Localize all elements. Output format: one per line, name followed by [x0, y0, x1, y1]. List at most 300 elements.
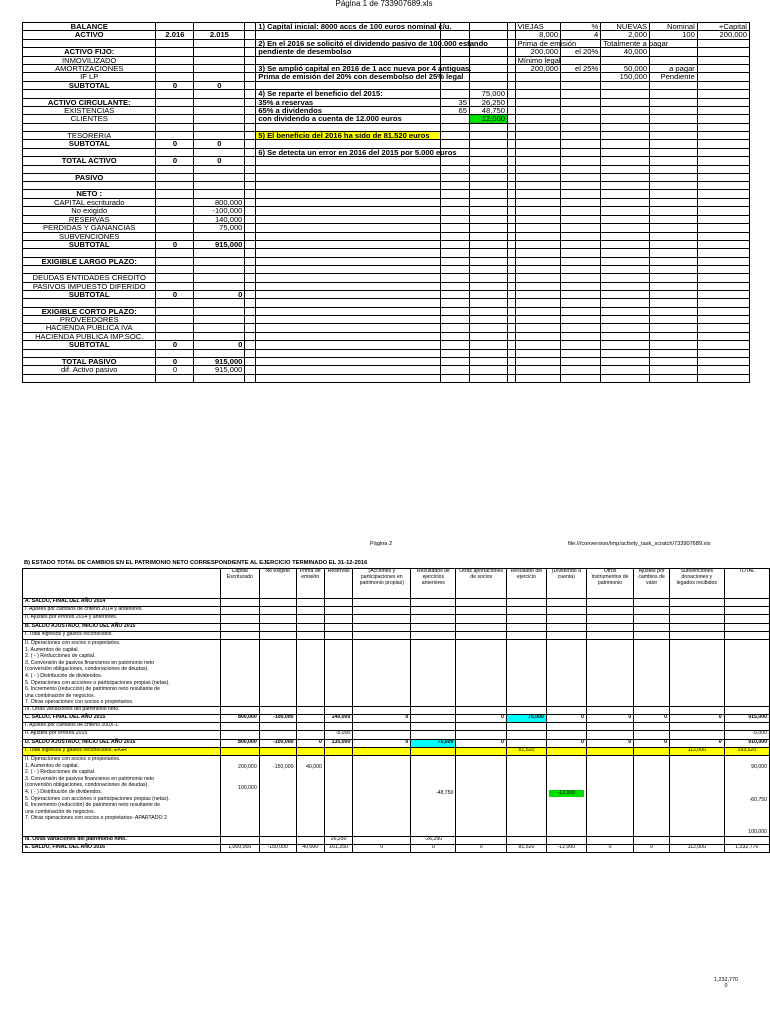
cell [156, 173, 194, 181]
value-cell [586, 756, 633, 837]
cell [697, 307, 749, 315]
balance-row [23, 374, 750, 382]
cell [561, 357, 601, 365]
cell [440, 157, 469, 165]
cell [245, 290, 256, 298]
cell [470, 374, 508, 382]
cell [515, 274, 561, 282]
row-label: PASIVOS IMPUESTO DIFERIDO [23, 282, 156, 290]
value-cell [411, 731, 456, 739]
note-text [256, 274, 440, 282]
row-label-line: 7. Otras operaciones con socios o propietarios. [25, 699, 134, 706]
value-cell [220, 723, 259, 731]
spacer-cell [507, 115, 515, 123]
cell [515, 357, 561, 365]
note-text [256, 257, 440, 265]
cell [697, 81, 749, 89]
statement-row [23, 623, 770, 631]
value-cell [724, 599, 769, 607]
cell [697, 207, 749, 215]
cell [697, 198, 749, 206]
cell: 0 [156, 157, 194, 165]
cell [697, 190, 749, 198]
cell [194, 182, 245, 190]
value-cell: 140,000 [324, 715, 352, 723]
spacer-cell [507, 257, 515, 265]
cell [440, 198, 469, 206]
value-cell [456, 639, 507, 706]
statement-row [23, 756, 770, 837]
row-label [23, 299, 156, 307]
cell [440, 48, 469, 56]
cell [515, 224, 561, 232]
spacer-cell [507, 23, 515, 31]
cell [650, 274, 698, 282]
row-label: TOTAL ACTIVO [23, 157, 156, 165]
cell [561, 274, 601, 282]
value-cell: 0 [634, 715, 670, 723]
row-label: III. Otras variaciones del patrimonio neto. [23, 836, 221, 844]
balance-row [23, 282, 750, 290]
op-value: -150,000 [273, 764, 294, 770]
balance-row [23, 324, 750, 332]
cell [561, 73, 601, 81]
cell [515, 265, 561, 273]
cell [470, 315, 508, 323]
cell [601, 132, 650, 140]
cell [440, 90, 469, 98]
cell [650, 140, 698, 148]
cell [601, 349, 650, 357]
cell [650, 290, 698, 298]
balance-row [23, 357, 750, 365]
cell [601, 115, 650, 123]
cell [650, 366, 698, 374]
note-text [256, 349, 440, 357]
spacer-cell [507, 224, 515, 232]
value-cell: 910,000 [724, 739, 769, 747]
row-label: ACTIVO [23, 31, 156, 39]
cell [515, 240, 561, 248]
row-label: PASIVO [23, 173, 156, 181]
page-2-label: Página 2 [370, 541, 393, 547]
cell [245, 324, 256, 332]
cell [156, 165, 194, 173]
spacer-cell [507, 324, 515, 332]
cell: 0 [156, 81, 194, 89]
cell [156, 215, 194, 223]
value-cell [411, 756, 456, 837]
row-label: EXIGIBLE LARGO PLAZO: [23, 257, 156, 265]
cell [601, 148, 650, 156]
balance-row [23, 232, 750, 240]
cell [650, 349, 698, 357]
spacer-cell [507, 173, 515, 181]
cell [440, 123, 469, 131]
row-label: D. SALDO AJUSTADO, INICIO DEL AÑO 2016 [23, 739, 221, 747]
cell [561, 115, 601, 123]
value-cell [506, 615, 546, 623]
value-cell [456, 607, 507, 615]
value-cell [506, 723, 546, 731]
cell [470, 299, 508, 307]
cell [650, 107, 698, 115]
cell [440, 190, 469, 198]
value-cell [456, 599, 507, 607]
value-cell: 0 [353, 844, 411, 852]
spacer-cell [507, 132, 515, 140]
column-header: Otras aportaciones de socios [456, 569, 507, 599]
value-cell [546, 623, 586, 631]
cell [245, 215, 256, 223]
row-label: E. SALDO, FINAL DEL AÑO 2016 [23, 844, 221, 852]
value-cell [324, 599, 352, 607]
value-cell [220, 756, 259, 837]
cell [440, 274, 469, 282]
cell: % [561, 23, 601, 31]
row-label: SUBVENCIONES [23, 232, 156, 240]
cell: 0 [156, 341, 194, 349]
spacer-cell [507, 274, 515, 282]
spacer-cell [507, 215, 515, 223]
balance-row [23, 341, 750, 349]
cell [561, 240, 601, 248]
value-cell [353, 756, 411, 837]
cell: Mínimo legal [515, 56, 561, 64]
cell [470, 265, 508, 273]
cell [245, 31, 256, 39]
value-cell [353, 607, 411, 615]
value-cell: 81,520 [506, 747, 546, 755]
cell [601, 249, 650, 257]
row-label: TESORERIA [23, 132, 156, 140]
cell [601, 140, 650, 148]
row-label [23, 374, 156, 382]
value-cell: 135,000 [324, 739, 352, 747]
cell [650, 98, 698, 106]
cell [245, 282, 256, 290]
note-text [256, 198, 440, 206]
cell [245, 374, 256, 382]
value-cell [456, 731, 507, 739]
value-cell [586, 623, 633, 631]
column-header-row [23, 569, 770, 599]
cell [697, 73, 749, 81]
balance-row [23, 182, 750, 190]
cell [245, 224, 256, 232]
cell [470, 274, 508, 282]
cell [601, 173, 650, 181]
value-cell: 0 [669, 739, 724, 747]
cell [561, 324, 601, 332]
cell [470, 190, 508, 198]
value-cell [506, 639, 546, 706]
cell [697, 341, 749, 349]
statement-row [23, 615, 770, 623]
value-cell: 26,250 [324, 836, 352, 844]
cell [156, 182, 194, 190]
balance-row [23, 249, 750, 257]
value-cell [296, 715, 324, 723]
value-cell [259, 639, 296, 706]
cell [470, 132, 508, 140]
cell [601, 207, 650, 215]
row-label-line: 7. Otras operaciones con socios o propietarios- APARTADO 2 [25, 815, 167, 822]
column-header: Resultados de ejercicios anteriores [411, 569, 456, 599]
cell [245, 165, 256, 173]
cell [601, 257, 650, 265]
row-label-line: una combinación de negocios. [25, 692, 96, 699]
value-cell: 1,000,000 [220, 844, 259, 852]
cell [245, 73, 256, 81]
cell [697, 48, 749, 56]
spacer-cell [507, 240, 515, 248]
cell [601, 290, 650, 298]
row-label: I. Ajustes por cambios de criterio 2014 y anteriores. [23, 607, 221, 615]
cell [470, 332, 508, 340]
note-text: 4) Se reparte el beneficio del 2015: [256, 90, 440, 98]
row-label-line: 5. Operaciones con acciones o participaciones propias (netas). [25, 795, 170, 802]
cell [470, 324, 508, 332]
cell [245, 56, 256, 64]
value-cell [353, 723, 411, 731]
cell [440, 240, 469, 248]
value-cell [296, 623, 324, 631]
cell [561, 132, 601, 140]
value-cell [220, 747, 259, 755]
cell [156, 315, 194, 323]
cell: 100 [650, 31, 698, 39]
spacer-cell [507, 307, 515, 315]
spacer-cell [507, 249, 515, 257]
spacer-cell [507, 98, 515, 106]
cell [697, 274, 749, 282]
cell [245, 299, 256, 307]
cell [601, 374, 650, 382]
value-cell [296, 639, 324, 706]
cell [470, 290, 508, 298]
note-text [256, 341, 440, 349]
cell [156, 374, 194, 382]
spacer-cell [507, 207, 515, 215]
cell [156, 207, 194, 215]
cell [440, 324, 469, 332]
balance-row [23, 307, 750, 315]
cell [245, 265, 256, 273]
cell [440, 341, 469, 349]
cell: 0 [156, 357, 194, 365]
cell [440, 374, 469, 382]
cell [697, 173, 749, 181]
value-cell [456, 723, 507, 731]
cell [650, 165, 698, 173]
value-cell [324, 615, 352, 623]
cell [650, 182, 698, 190]
cell [470, 148, 508, 156]
row-label-line: 6. Incremento (reducción) de patrimonio neto resultante de [25, 686, 160, 693]
cell [515, 157, 561, 165]
cell: 0 [156, 290, 194, 298]
cell [440, 315, 469, 323]
trailing-total: 1,232,770 [714, 977, 738, 983]
cell [697, 290, 749, 298]
balance-row [23, 165, 750, 173]
value-cell [353, 639, 411, 706]
column-header: No exigido [259, 569, 296, 599]
balance-row [23, 115, 750, 123]
cell [245, 307, 256, 315]
row-label [23, 90, 156, 98]
spacer-cell [507, 39, 515, 47]
cell [561, 307, 601, 315]
cell [601, 190, 650, 198]
value-cell [546, 615, 586, 623]
value-cell [546, 731, 586, 739]
balance-row [23, 366, 750, 374]
value-cell [296, 706, 324, 714]
note-text [256, 282, 440, 290]
cell [601, 357, 650, 365]
cell [156, 198, 194, 206]
note-text [256, 366, 440, 374]
value-cell [324, 747, 352, 755]
cell [245, 81, 256, 89]
cell: 915,000 [194, 357, 245, 365]
note-text: 1) Capital inicial: 8000 accs de 100 euros nominal c/u. [256, 23, 440, 31]
cell: 140,000 [194, 215, 245, 223]
cell [601, 274, 650, 282]
row-label-line: (conversión obligaciones, condonaciones de deudas). [25, 782, 149, 789]
cell [470, 341, 508, 349]
cell: 200,000 [515, 48, 561, 56]
value-cell: 0 [586, 844, 633, 852]
note-text: 35% a reservas [256, 98, 440, 106]
column-header: Reservas [324, 569, 352, 599]
cell: Nominal [650, 23, 698, 31]
value-cell [411, 607, 456, 615]
cell [697, 324, 749, 332]
note-text [256, 182, 440, 190]
column-header: Ajustes por cambios de valor [634, 569, 670, 599]
value-cell [220, 623, 259, 631]
cell [515, 299, 561, 307]
cell [156, 324, 194, 332]
value-cell [411, 706, 456, 714]
cell [194, 90, 245, 98]
op-total: -60,750 [749, 796, 767, 803]
balance-row [23, 299, 750, 307]
cell [194, 257, 245, 265]
cell: 75,000 [194, 224, 245, 232]
cell [515, 349, 561, 357]
cell: 0 [156, 366, 194, 374]
cell [601, 165, 650, 173]
cell [194, 274, 245, 282]
cell [156, 349, 194, 357]
cell [194, 374, 245, 382]
value-cell [411, 723, 456, 731]
cell [601, 307, 650, 315]
cell [245, 257, 256, 265]
value-cell: 0 [546, 715, 586, 723]
balance-row [23, 349, 750, 357]
cell [194, 307, 245, 315]
cell [650, 173, 698, 181]
value-cell [506, 756, 546, 837]
balance-row [23, 48, 750, 56]
cell [650, 132, 698, 140]
cell: 4 [561, 31, 601, 39]
cell [194, 39, 245, 47]
balance-row [23, 190, 750, 198]
balance-row [23, 81, 750, 89]
value-cell: -150,000 [259, 844, 296, 852]
value-cell [669, 599, 724, 607]
cell [440, 132, 469, 140]
cell [156, 299, 194, 307]
spacer-cell [507, 299, 515, 307]
cell [601, 90, 650, 98]
cell [650, 207, 698, 215]
row-label: III. Otras variaciones del patrimonio neto. [23, 706, 221, 714]
value-cell [456, 747, 507, 755]
cell [650, 198, 698, 206]
spacer-cell [507, 374, 515, 382]
cell [561, 157, 601, 165]
cell: 0 [194, 341, 245, 349]
value-cell: 800,000 [220, 715, 259, 723]
cell [194, 349, 245, 357]
cell: 35 [440, 98, 469, 106]
cell: NUEVAS [601, 23, 650, 31]
spacer-cell [507, 182, 515, 190]
note-text [256, 165, 440, 173]
cell [561, 332, 601, 340]
cell [245, 39, 256, 47]
value-cell [669, 639, 724, 706]
op-value: 200,000 [237, 764, 257, 770]
cell: 200,000 [515, 65, 561, 73]
value-cell [634, 599, 670, 607]
cell [650, 224, 698, 232]
cell: 2,000 [601, 31, 650, 39]
cell [470, 240, 508, 248]
value-cell [634, 756, 670, 837]
cell [697, 123, 749, 131]
cell [470, 307, 508, 315]
value-cell [724, 756, 769, 837]
value-cell: 0 [296, 739, 324, 747]
spacer-cell [507, 148, 515, 156]
cell [245, 232, 256, 240]
cell [515, 232, 561, 240]
cell [650, 123, 698, 131]
cell [156, 115, 194, 123]
cell [561, 265, 601, 273]
note-text: 3) Se amplió capital en 2016 de 1 acc nueva por 4 antiguas. [256, 65, 440, 73]
cell [194, 249, 245, 257]
row-label: PROVEEDORES [23, 315, 156, 323]
spacer-cell [507, 73, 515, 81]
cell [194, 299, 245, 307]
cell [561, 249, 601, 257]
cell [601, 341, 650, 349]
value-cell [546, 599, 586, 607]
row-label: I. Ajustes por cambios de criterio 200X-1. [23, 723, 221, 731]
op-value: 100,000 [237, 784, 257, 791]
cell [515, 198, 561, 206]
value-cell [546, 639, 586, 706]
